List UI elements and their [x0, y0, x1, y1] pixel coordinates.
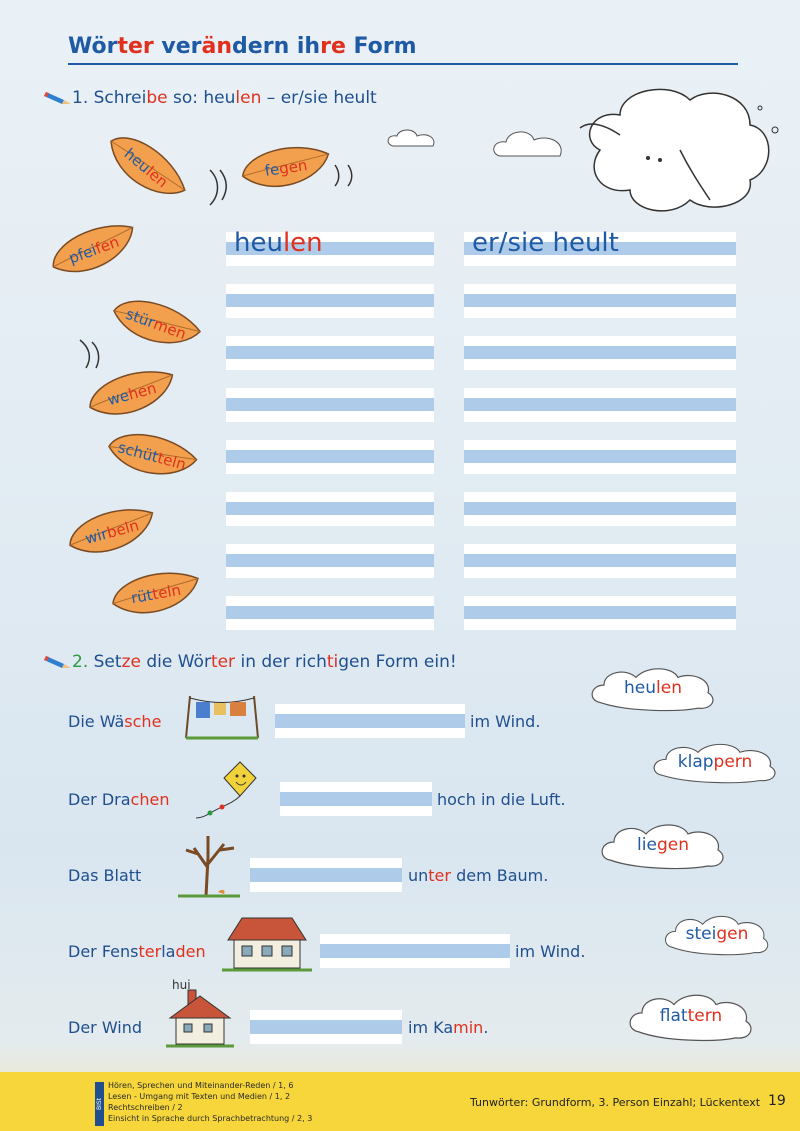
instruction-part: ti [326, 652, 339, 672]
word-stem: lie [637, 835, 657, 855]
word-ending: pern [713, 752, 753, 772]
sentence-part: un [408, 866, 429, 885]
cloud-word [598, 820, 728, 870]
fill-in-blank[interactable] [250, 858, 402, 892]
leaf-word-card [98, 417, 205, 496]
base-form-write-line[interactable] [226, 284, 434, 318]
cloud-word-card [650, 740, 780, 784]
task-2-instruction: 2. Setze die Wörter in der richtigen Form ein! [72, 652, 457, 672]
guide-band [226, 450, 434, 463]
guide-band [464, 606, 736, 619]
guide-band [280, 792, 432, 806]
sentence-part: Der Dra [68, 790, 131, 809]
sentence-end [515, 942, 585, 961]
title-part: än [201, 34, 233, 59]
pencil-icon [44, 652, 72, 670]
guide-band [226, 502, 434, 515]
guide-band [226, 554, 434, 567]
leaf-word-card [58, 493, 165, 572]
word-stem: stür [123, 304, 158, 332]
guide-band [226, 346, 434, 359]
instruction-part: – er/sie heult [261, 88, 377, 108]
cloud-word-card [588, 664, 718, 712]
sentence-part: sche [124, 712, 162, 731]
word-stem: rüt [129, 585, 154, 608]
word-ending: beln [104, 516, 141, 542]
leaf-word-card [101, 281, 210, 366]
base-form-write-line[interactable] [226, 492, 434, 526]
word-ending: tern [687, 1006, 723, 1026]
standard-line: Rechtschreiben / 2 [108, 1103, 183, 1112]
standard-line: Lesen - Umgang mit Texten und Medien / 1, 2 [108, 1092, 291, 1101]
word-stem: pfei [66, 240, 100, 268]
sentence-part: la [161, 942, 176, 961]
page-number: 19 [768, 1093, 786, 1109]
task-1-instruction: 1. Schreibe so: heulen – er/sie heult [72, 88, 377, 108]
wind-lines [70, 330, 110, 390]
small-cloud [385, 128, 445, 152]
word-ending: len [142, 162, 172, 192]
word-ending: men [151, 314, 189, 344]
sentence-part: Das Blatt [68, 866, 142, 885]
example-base-form [234, 228, 323, 258]
sentence-part: hoch in die Luft. [437, 790, 566, 809]
hui-label: hui [172, 978, 191, 992]
guide-band [226, 294, 434, 307]
word-ending: gen [277, 156, 309, 178]
leaf-word-card [104, 558, 208, 630]
cloud-word-card [626, 990, 756, 1042]
third-person-write-line[interactable] [464, 284, 736, 318]
base-form-write-line[interactable] [226, 388, 434, 422]
word-ending: len [656, 678, 682, 698]
kite-illustration [192, 760, 272, 820]
sentence-end [470, 712, 540, 731]
sentence-part: im Ka [408, 1018, 454, 1037]
leaf-word [58, 493, 165, 572]
instruction-part: len [235, 88, 262, 108]
word-ending: gen [716, 924, 749, 944]
sentence-start [68, 712, 161, 731]
sentence-part: im Wind. [515, 942, 586, 961]
guide-band [226, 398, 434, 411]
guide-band [320, 944, 510, 958]
third-person-write-line[interactable] [464, 336, 736, 370]
sentence-start [68, 1018, 142, 1037]
title-part: dern ih [232, 34, 321, 59]
third-person-write-line[interactable] [464, 596, 736, 630]
wind-lines [180, 150, 370, 210]
word-stem: flat [659, 1006, 688, 1026]
guide-band [464, 346, 736, 359]
guide-band [275, 714, 465, 728]
guide-band [226, 606, 434, 619]
guide-band [464, 398, 736, 411]
sentence-part: Die Wä [68, 712, 125, 731]
sentence-part: . [483, 1018, 489, 1037]
instruction-part: ze [121, 652, 141, 672]
word-stem: we [105, 386, 132, 410]
sentence-part: dem Baum. [450, 866, 549, 885]
cloud-word-card [662, 912, 772, 956]
instruction-part: Set [93, 652, 122, 672]
cloud-word-card [598, 820, 728, 870]
house-shutter-illustration [222, 914, 312, 974]
title-part: Form [345, 34, 417, 59]
title-part: re [320, 34, 346, 59]
word-ending: fen [92, 232, 122, 258]
word-stem: heu [624, 678, 657, 698]
instruction-part: Schrei [93, 88, 147, 108]
leaf-word-card [39, 207, 148, 292]
word-stem: wir [83, 524, 110, 548]
title-part: ver [153, 34, 202, 59]
guide-band [250, 1020, 402, 1034]
word-stem: heu [120, 144, 154, 177]
fill-in-blank[interactable] [280, 782, 432, 816]
word-stem: fe [263, 160, 281, 180]
word-ending: gen [656, 835, 689, 855]
word-ending: teln [155, 448, 189, 474]
guide-band [250, 868, 402, 882]
standards-badge: BISt [95, 1082, 104, 1126]
word-ending: hen [126, 378, 159, 404]
word-stem: heu [234, 228, 283, 258]
third-person-write-line[interactable] [464, 388, 736, 422]
example-third-person: er/sie heult [472, 228, 619, 258]
base-form-write-line[interactable] [226, 336, 434, 370]
cloud-word [626, 990, 756, 1042]
cloud-word [662, 912, 772, 956]
fill-in-blank[interactable] [275, 704, 465, 738]
topic-label: Tunwörter: Grundform, 3. Person Einzahl; Lückentext [470, 1096, 761, 1109]
word-stem: stei [685, 924, 717, 944]
instruction-part: be [146, 88, 168, 108]
title-part: ter [117, 34, 154, 59]
sentence-start [68, 790, 169, 809]
sentence-end [408, 866, 548, 885]
sentence-start [68, 942, 206, 961]
fill-in-blank[interactable] [250, 1010, 402, 1044]
cloud-word [588, 664, 718, 712]
page-title [68, 34, 417, 59]
base-form-write-line[interactable] [226, 596, 434, 630]
sentence-part: den [175, 942, 206, 961]
third-person-write-line[interactable] [464, 440, 736, 474]
sentence-start [68, 866, 141, 885]
base-form-write-line[interactable] [226, 544, 434, 578]
standard-line: Hören, Sprechen und Miteinander-Reden / 1, 6 [108, 1081, 294, 1090]
instruction-part: gen Form ein! [338, 652, 457, 672]
word-stem: klap [677, 752, 714, 772]
word-stem: schüt [115, 438, 161, 467]
third-person-write-line[interactable] [464, 492, 736, 526]
sentence-part: ter [428, 866, 451, 885]
wind-cloud-illustration [560, 80, 790, 220]
title-part: Wör [68, 34, 118, 59]
instruction-part: die Wör [140, 652, 211, 672]
guide-band [464, 502, 736, 515]
small-cloud [490, 128, 570, 164]
cloud-word [650, 740, 780, 784]
guide-band [464, 450, 736, 463]
base-form-write-line[interactable] [226, 440, 434, 474]
sentence-end [408, 1018, 488, 1037]
sentence-part: chen [130, 790, 170, 809]
leaf-word [39, 207, 148, 292]
word-ending: len [282, 228, 323, 258]
standard-line: Einsicht in Sprache durch Sprachbetrachtung / 2, 3 [108, 1114, 313, 1123]
guide-band [464, 294, 736, 307]
leaf-word [104, 558, 208, 630]
instruction-part: ter [210, 652, 236, 672]
leaf-word [98, 417, 205, 496]
third-person-write-line[interactable] [464, 544, 736, 578]
sentence-part: min [453, 1018, 484, 1037]
instruction-part: so: heu [167, 88, 236, 108]
guide-band [464, 554, 736, 567]
sentence-part: Der Fens [68, 942, 139, 961]
third-person-write-line[interactable] [464, 228, 736, 266]
title-underline [68, 63, 738, 65]
fill-in-blank[interactable] [320, 934, 510, 968]
sentence-part: im Wind. [470, 712, 541, 731]
sentence-part: Der Wind [68, 1018, 143, 1037]
sentence-end [437, 790, 566, 809]
leaf-word [101, 281, 210, 366]
tree-illustration [168, 828, 248, 900]
word-ending: teln [150, 580, 183, 604]
instruction-part: in der rich [235, 652, 327, 672]
base-form-write-line[interactable] [226, 228, 434, 266]
pencil-icon [44, 88, 72, 106]
laundry-line-illustration [182, 690, 262, 740]
sentence-part: ter [138, 942, 162, 961]
